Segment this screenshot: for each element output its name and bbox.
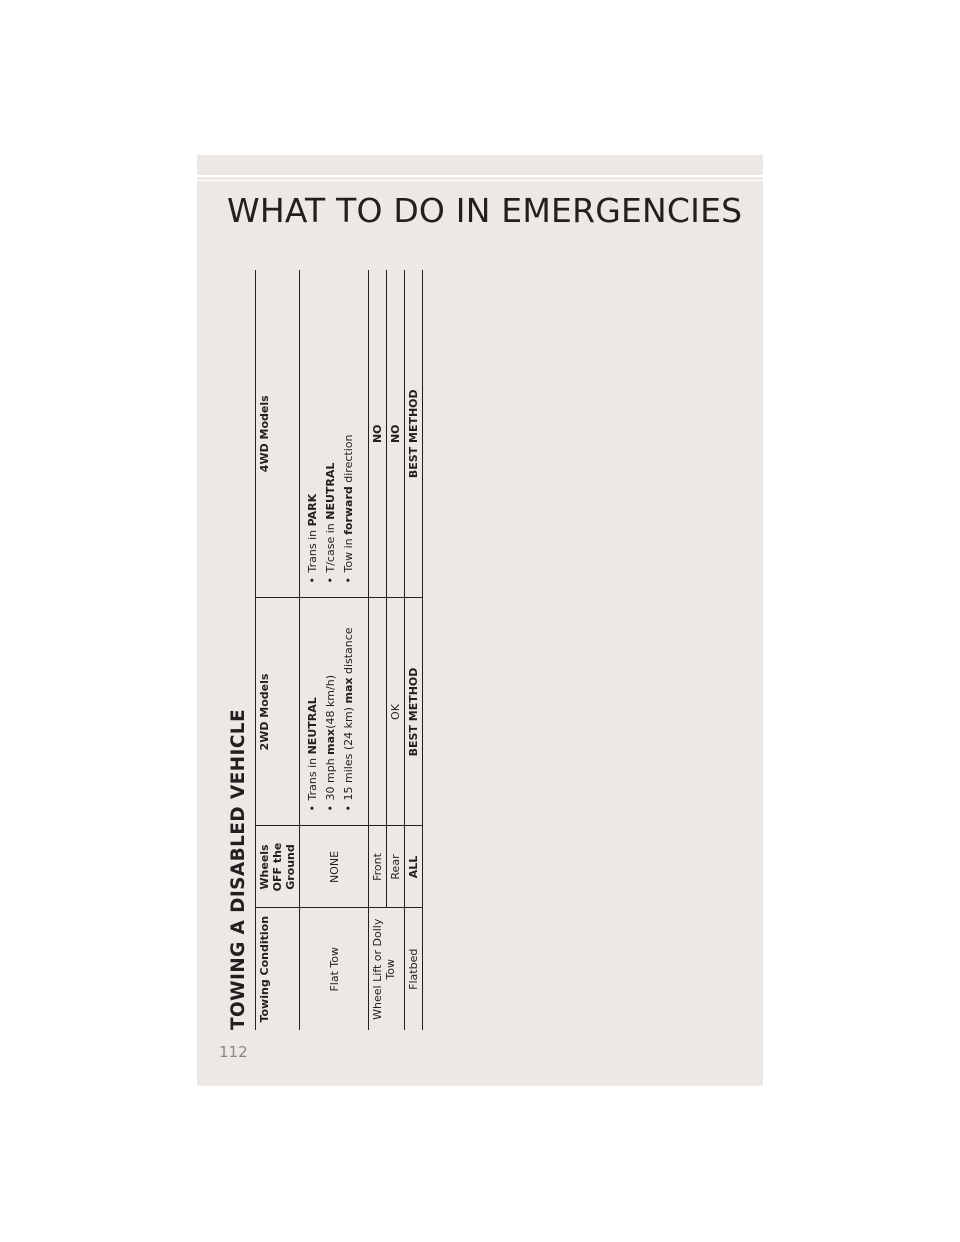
bullet-icon: •: [324, 577, 337, 584]
note-item: • Tow in forward direction: [342, 434, 355, 584]
section-title: TOWING A DISABLED VEHICLE: [228, 708, 249, 1030]
bullet-icon: •: [342, 577, 355, 584]
table-header-row: [256, 270, 300, 1030]
cell-flatbed-4wd: BEST METHOD: [405, 270, 423, 598]
cell-wheel-lift-rear-wheels: Rear: [387, 826, 405, 908]
note-item: • T/case in NEUTRAL: [324, 462, 337, 584]
chapter-title: WHAT TO DO IN EMERGENCIES: [227, 191, 743, 230]
column-header-4wd: 4WD Models: [256, 270, 300, 598]
cell-flatbed-wheels: ALL: [405, 826, 423, 908]
towing-table: [255, 270, 423, 1030]
cell-wheel-lift-front-4wd: NO: [369, 270, 387, 598]
cell-wheel-lift-rear-2wd: OK: [387, 598, 405, 826]
note-item: • 30 mph max(48 km/h): [324, 675, 337, 812]
cell-flatbed-2wd: BEST METHOD: [405, 598, 423, 826]
cell-flat-tow-4wd: [300, 270, 369, 598]
cell-flatbed-condition: Flatbed: [405, 908, 423, 1030]
cell-wheel-lift-condition: Wheel Lift or Dolly Tow: [369, 908, 405, 1030]
table-row-wheel-lift-front: [369, 270, 387, 1030]
note-item: • Trans in NEUTRAL: [306, 697, 319, 812]
cell-flat-tow-2wd: [300, 598, 369, 826]
note-item: • Trans in PARK: [306, 493, 319, 584]
header-rule-thin: [197, 180, 763, 181]
cell-wheel-lift-front-wheels: Front: [369, 826, 387, 908]
cell-wheel-lift-front-2wd: [369, 598, 387, 826]
column-header-2wd: 2WD Models: [256, 598, 300, 826]
note-item: • 15 miles (24 km) max distance: [342, 627, 355, 812]
bullet-icon: •: [324, 805, 337, 812]
page-number: 112: [219, 1043, 248, 1061]
table-row-flat-tow: [300, 270, 369, 1030]
column-header-towing-condition: Towing Condition: [256, 908, 300, 1030]
cell-flat-tow-condition: Flat Tow: [300, 908, 369, 1030]
table-row-flatbed: [405, 270, 423, 1030]
rotated-content: [228, 270, 420, 1030]
bullet-icon: •: [306, 805, 319, 812]
bullet-icon: •: [306, 577, 319, 584]
header-rule: [197, 175, 763, 177]
cell-flat-tow-wheels: NONE: [300, 826, 369, 908]
bullet-icon: •: [342, 805, 355, 812]
cell-wheel-lift-rear-4wd: NO: [387, 270, 405, 598]
column-header-wheels-off: Wheels OFF the Ground: [256, 826, 300, 908]
